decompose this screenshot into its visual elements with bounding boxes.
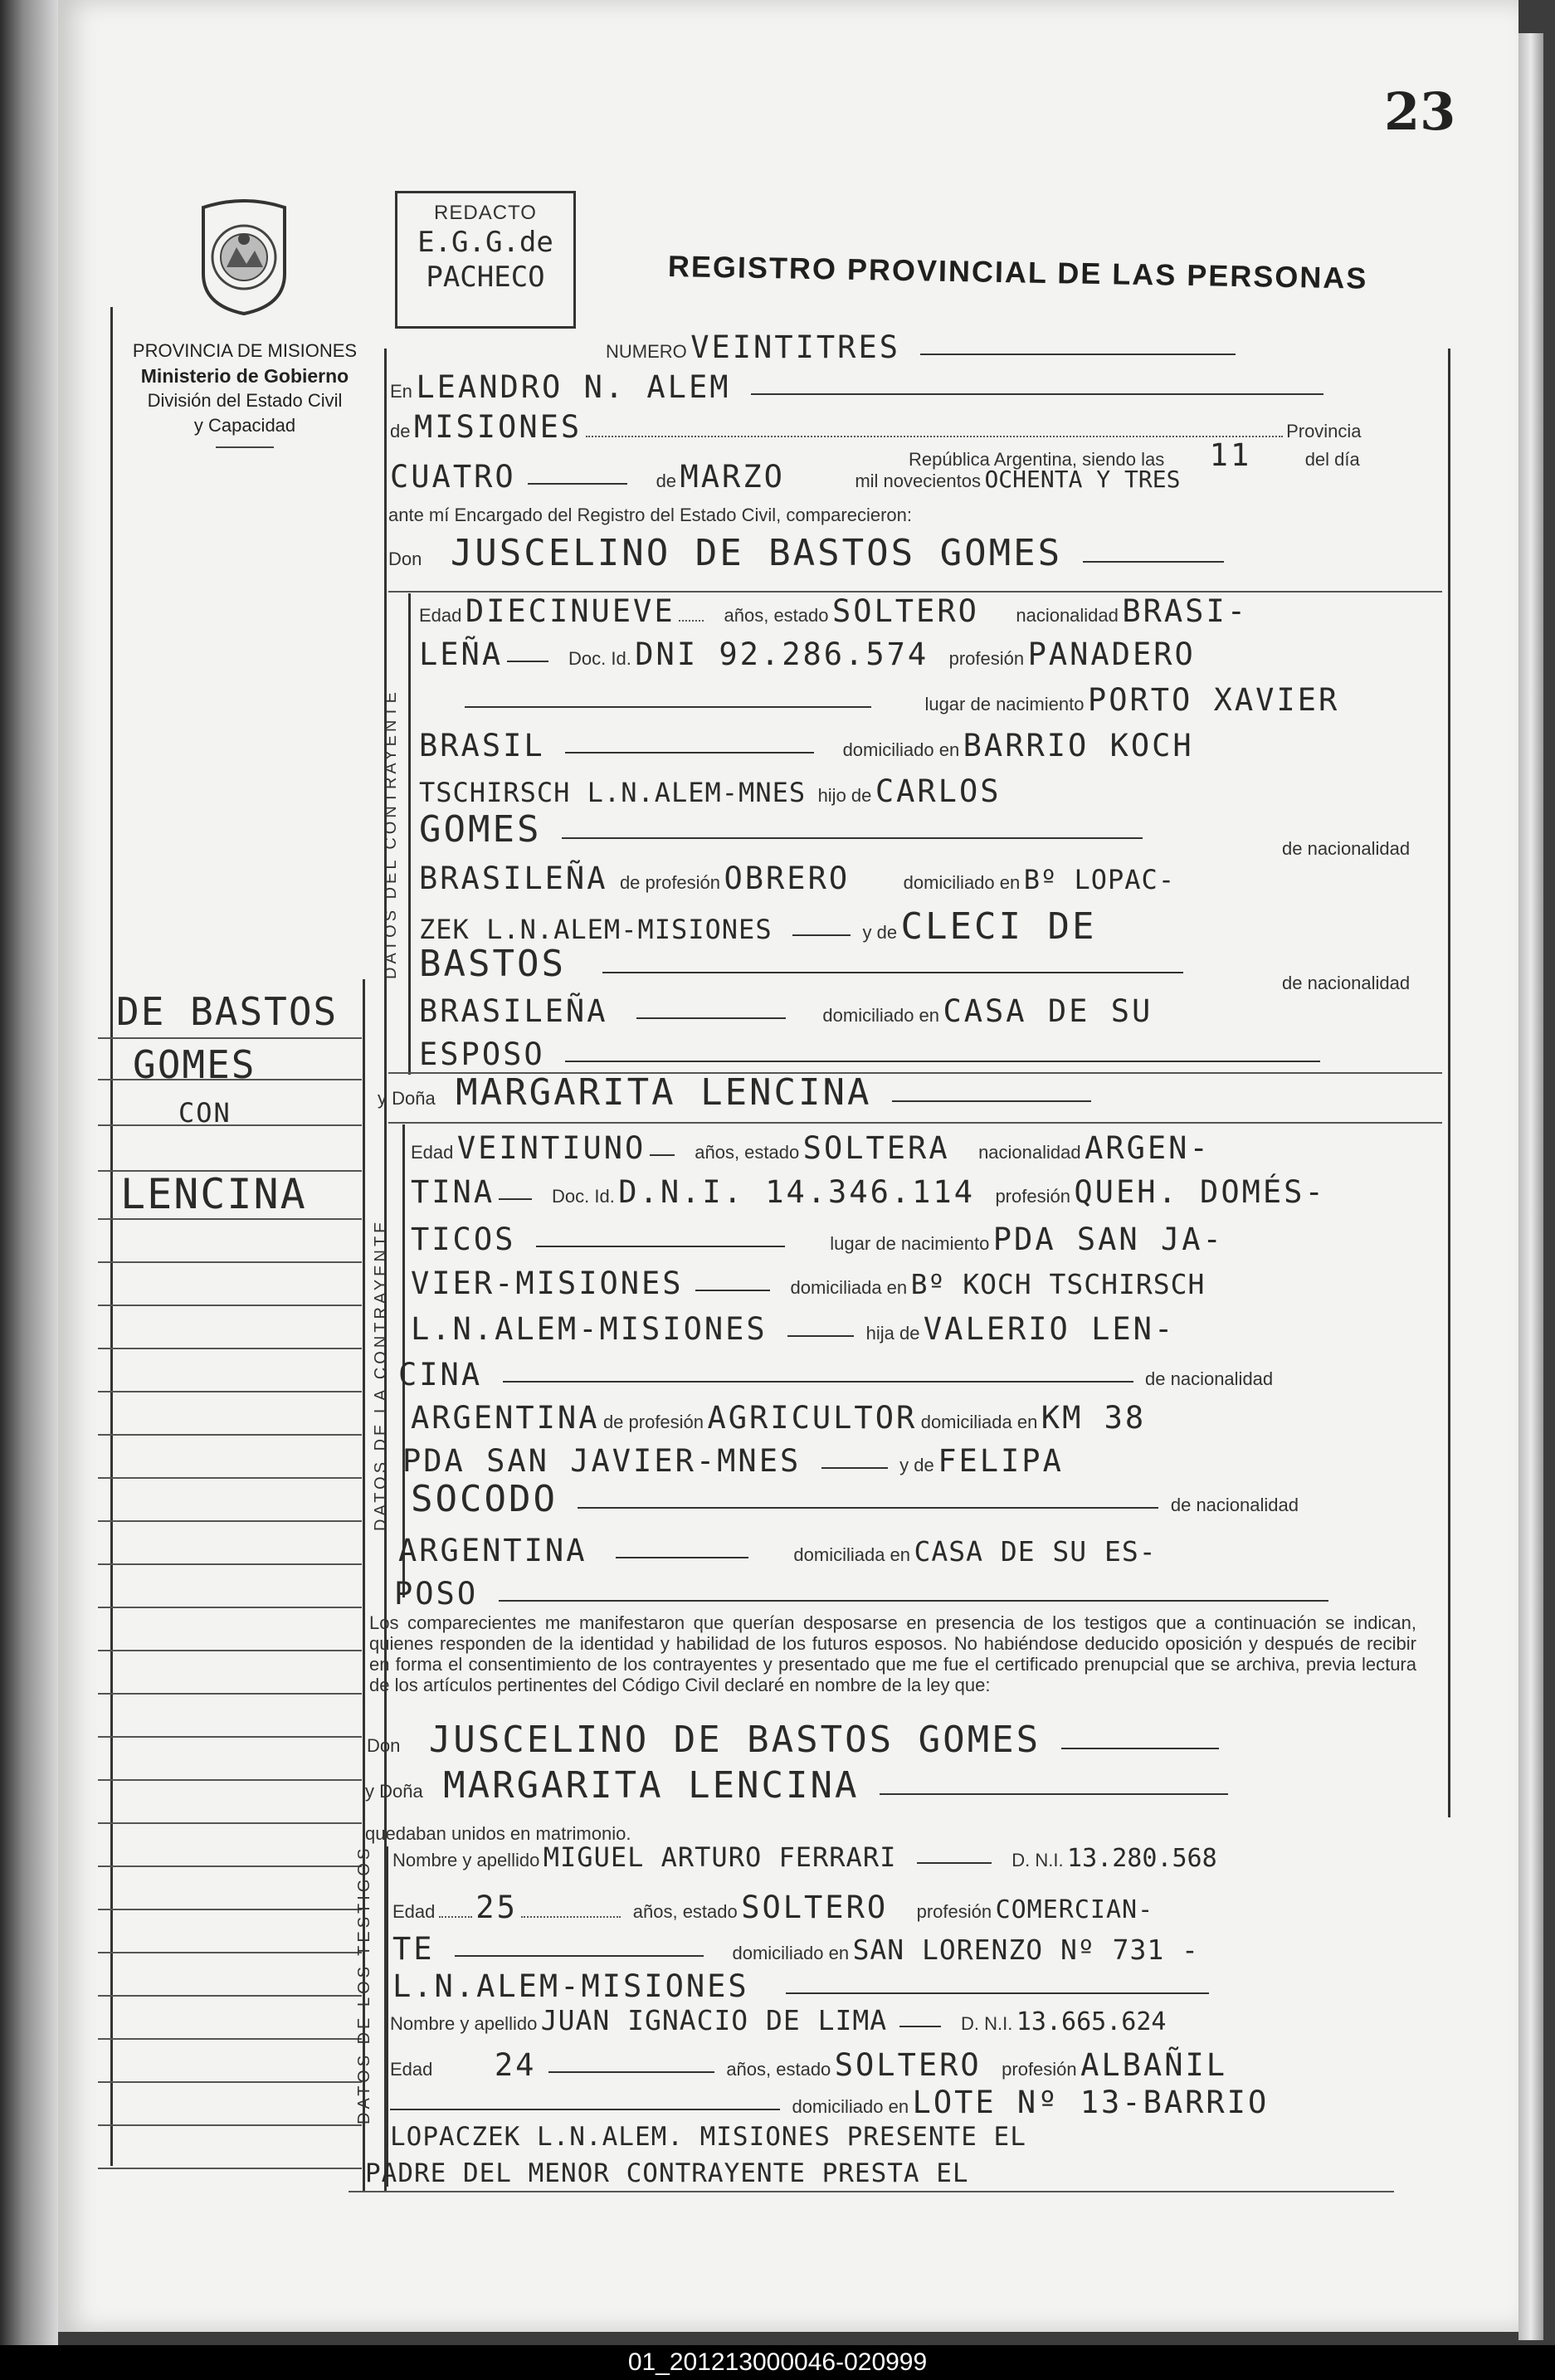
dona-label: y Doña: [378, 1088, 436, 1109]
t1-nombre: MIGUEL ARTURO FERRARI: [543, 1841, 897, 1873]
t2-edad-row: [390, 2047, 1228, 2083]
decl-don-label: Don: [367, 1735, 401, 1756]
f-edad-value: VEINTIUNO: [456, 1130, 646, 1166]
t1-profesion-label: profesión: [916, 1901, 992, 1922]
c-hijo-label: hijo de: [817, 785, 872, 806]
f-estado-label: años, estado: [695, 1142, 800, 1163]
issuer-divider: [216, 446, 274, 448]
anio-label: mil novecientos: [855, 471, 981, 491]
en-row: [390, 369, 1323, 405]
provincial-seal-icon: [195, 199, 293, 315]
t1-domiciliado-label: domiciliado en: [732, 1943, 850, 1963]
t2-nombre-label: Nombre y apellido: [390, 2013, 538, 2034]
c-y-de-label: y de: [862, 922, 898, 943]
hora-value: 11: [1209, 437, 1252, 473]
ante-label: ante mí Encargado del Registro del Estado Civil, comparecieron:: [388, 505, 912, 525]
t1-domicilio-1: SAN LORENZO Nº 731 -: [852, 1934, 1199, 1966]
t1-nombre-row: [392, 1841, 1217, 1873]
f-hija-label: hija de: [865, 1323, 920, 1344]
f-lugar-2: VIER-MISIONES: [411, 1266, 684, 1301]
c-lugar-row: [465, 682, 1340, 718]
t2-dni: 13.665.624: [1016, 2007, 1167, 2036]
del-dia-label: del día: [1304, 449, 1360, 470]
c-padre-prof-row: [419, 863, 1175, 894]
page-stack-edge: [1518, 33, 1543, 2340]
f-madre-domicilio-2: POSO: [394, 1576, 479, 1612]
provincia-label: Provincia: [1286, 421, 1362, 441]
c-madre-2-row: [419, 943, 1183, 985]
c-edad-row: [419, 593, 1248, 629]
f-domicilio-row: [411, 1268, 1205, 1299]
c-madre-dom-2-row: [419, 1036, 1320, 1072]
contrayente-rule: [408, 593, 411, 1075]
margin-name-line-4: LENCINA: [120, 1170, 307, 1218]
c-profesion-value: PANADERO: [1027, 636, 1196, 672]
f-padre-domicilio-2: PDA SAN JAVIER-MNES: [402, 1443, 802, 1479]
margin-name-line-3: CON: [178, 1097, 232, 1129]
c-padre-domicilio-1: Bº LOPAC-: [1023, 864, 1176, 895]
c-lugar-1: PORTO XAVIER: [1087, 682, 1340, 718]
f-madre-2-row: [411, 1478, 1299, 1520]
f-nacionalidad-1: ARGEN-: [1085, 1130, 1211, 1166]
contrayente-name: JUSCELINO DE BASTOS GOMES: [450, 532, 1063, 574]
c-nacionalidad-2: LEÑA: [419, 636, 504, 672]
declaration-paragraph: Los comparecientes me manifestaron que querían desposarse en presencia de los testigos que a continuación se indican, quienes responden de la identidad y habilidad de los futuros esposos. No habiéndose deducido oposición y después de recibir en forma el consentimiento de los contrayentes y presentado que me fue el certificado prenupcial que se archiva, previa lectura de los artículos pertinentes del Código Civil declaré en nombre de la ley que:: [369, 1612, 1416, 1695]
issuer-ministry: Ministerio de Gobierno: [140, 365, 349, 387]
redacto-line-2: PACHECO: [426, 261, 545, 294]
c-madre-domicilio-1: CASA DE SU: [943, 993, 1153, 1029]
c-domicilio-row: [419, 730, 1194, 761]
don-label: Don: [388, 549, 422, 569]
de-value: MISIONES: [413, 409, 583, 445]
t1-dni: 13.280.568: [1067, 1844, 1217, 1873]
f-lugar-row: [411, 1224, 1224, 1255]
decl-dona-row: [365, 1764, 1228, 1807]
issuer-heading: [116, 339, 373, 448]
t1-estado: SOLTERO: [741, 1890, 889, 1925]
issuer-division-1: División del Estado Civil: [147, 390, 343, 411]
c-estado-value: SOLTERO: [831, 593, 979, 629]
en-label: En: [390, 381, 412, 402]
f-y-de-label: y de: [899, 1455, 934, 1475]
anio-value: OCHENTA Y TRES: [984, 466, 1181, 493]
f-madre-nac-label: de nacionalidad: [1170, 1495, 1299, 1515]
c-madre-domicilio-2: ESPOSO: [419, 1036, 545, 1072]
contrayente-name-row: [388, 532, 1224, 574]
c-domicilio-2: TSCHIRSCH L.N.ALEM-MNES: [419, 777, 807, 808]
f-nacionalidad-2: TINA: [411, 1174, 495, 1210]
t2-domiciliado-label: domiciliado en: [792, 2096, 909, 2117]
f-madre-domicilio-1: CASA DE SU ES-: [914, 1535, 1157, 1568]
page-number: 23: [1384, 81, 1456, 142]
t1-estado-label: años, estado: [632, 1901, 738, 1922]
t-nota-2-row: [365, 2158, 969, 2188]
decl-dona-label: y Doña: [365, 1781, 423, 1802]
f-padre-nacionalidad: ARGENTINA: [411, 1400, 600, 1436]
dia-value: CUATRO: [390, 459, 516, 495]
f-padre-domicilio-1: KM 38: [1041, 1400, 1147, 1436]
t2-estado: SOLTERO: [834, 2047, 982, 2083]
f-profesion-label: profesión: [995, 1186, 1070, 1207]
numero-value: VEINTITRES: [690, 329, 900, 365]
f-domicilio-1: Bº KOCH TSCHIRSCH: [910, 1268, 1206, 1300]
c-madre-1: CLECI DE: [900, 905, 1097, 948]
t2-edad-label: Edad: [390, 2059, 433, 2080]
t2-domicilio: LOTE Nº 13-BARRIO: [912, 2085, 1270, 2120]
margin-left-rule: [110, 307, 113, 2166]
f-madre-dom-label: domiciliada en: [793, 1544, 911, 1565]
c-lugar-2: BRASIL: [419, 728, 545, 763]
t1-domicilio-row: [392, 1931, 1199, 1967]
f-domiciliada-label: domiciliada en: [790, 1277, 908, 1298]
c-madre-2: BASTOS: [419, 943, 566, 985]
c-edad-label: Edad: [419, 605, 462, 626]
c-nacionalidad-label: nacionalidad: [1016, 605, 1119, 626]
decl-cierre: quedaban unidos en matrimonio.: [365, 1823, 631, 1844]
c-madre-dom-row: [419, 993, 1153, 1029]
c-madre-nac-label-row: [1282, 973, 1410, 994]
margin-name-line-1: DE BASTOS: [116, 989, 339, 1034]
c-padre-1: CARLOS: [875, 773, 1002, 809]
f-padre-1: VALERIO LEN-: [923, 1311, 1176, 1347]
t2-nombre: JUAN IGNACIO DE LIMA: [540, 2004, 888, 2036]
f-edad-row: [411, 1130, 1211, 1166]
f-padre-2: CINA: [398, 1357, 483, 1392]
numero-label: NUMERO: [606, 341, 687, 362]
contrayenta-section-label: DATOS DE LA CONTRAYENTE: [372, 1218, 390, 1531]
decl-don-row: [367, 1719, 1219, 1761]
footer-caption: 01_201213000046-020999: [0, 2345, 1555, 2380]
c-estado-label: años, estado: [724, 605, 829, 626]
t2-edad: 24: [494, 2047, 537, 2083]
c-doc-value: DNI 92.286.574: [635, 636, 929, 672]
f-estado-value: SOLTERA: [802, 1130, 950, 1166]
c-padre-2: GOMES: [419, 808, 542, 851]
issuer-province: PROVINCIA DE MISIONES: [132, 340, 358, 361]
c-padre-nacionalidad: BRASILEÑA: [419, 861, 608, 896]
t1-edad-label: Edad: [392, 1901, 436, 1922]
f-madre-2: SOCODO: [411, 1478, 558, 1520]
register-title: REGISTRO PROVINCIAL DE LAS PERSONAS: [667, 249, 1368, 295]
f-lugar-label: lugar de nacimiento: [830, 1233, 990, 1254]
t1-nombre-label: Nombre y apellido: [392, 1850, 540, 1870]
mes-value: MARZO: [680, 459, 785, 495]
t1-domicilio-2-row: [392, 1968, 1209, 2004]
c-domicilio-1: BARRIO KOCH: [963, 728, 1194, 763]
t-nota-1: LOPACZEK L.N.ALEM. MISIONES PRESENTE EL: [390, 2122, 1026, 2152]
c-doc-label: Doc. Id.: [568, 648, 631, 669]
f-doc-value: D.N.I. 14.346.114: [618, 1174, 975, 1210]
book-binding-left: [0, 0, 58, 2348]
f-padre-row: [398, 1359, 1273, 1390]
f-madre-1: FELIPA: [938, 1443, 1064, 1479]
testigos-section-label: DATOS DE LOS TESTIGOS: [355, 1845, 373, 2124]
c-lugar-label: lugar de nacimiento: [924, 694, 1085, 714]
redacto-label: REDACTO: [434, 202, 537, 224]
c-padre-nac-label-row: [1282, 838, 1410, 860]
redacto-line-1: E.G.G.de: [417, 226, 553, 259]
c-madre-dom-label: domiciliado en: [822, 1005, 940, 1026]
f-padre-dom-label: domiciliada en: [920, 1412, 1038, 1432]
f-lugar-1: PDA SAN JA-: [992, 1222, 1224, 1257]
f-padre-nac-label: de nacionalidad: [1145, 1368, 1274, 1389]
t2-profesion-label: profesión: [1002, 2059, 1077, 2080]
c-hijo-row: [419, 773, 1002, 809]
f-padre-profesion: AGRICULTOR: [707, 1400, 918, 1436]
t2-dni-label: D. N.I.: [961, 2013, 1013, 2034]
contrayenta-name-row: [378, 1071, 1091, 1114]
c-padre-nac-label: de nacionalidad: [1282, 838, 1411, 859]
f-padre-prof-row: [411, 1400, 1147, 1436]
t1-edad: 25: [475, 1890, 518, 1925]
c-nacionalidad-1: BRASI-: [1122, 593, 1248, 629]
de-label: de: [390, 421, 411, 441]
f-domicilio-2: L.N.ALEM-MISIONES: [411, 1311, 768, 1347]
redacto-stamp: [395, 191, 576, 329]
c-profesion-label: profesión: [948, 648, 1025, 669]
republica-label: República Argentina, siendo las: [909, 449, 1165, 470]
mes-label: de: [656, 471, 677, 491]
c-madre-row: [419, 905, 1097, 948]
t2-profesion: ALBAÑIL: [1080, 2047, 1228, 2083]
t2-estado-label: años, estado: [726, 2059, 831, 2080]
t2-domicilio-row: [390, 2087, 1269, 2118]
c-madre-nac-label: de nacionalidad: [1282, 973, 1411, 993]
margin-name-line-2: GOMES: [133, 1042, 256, 1087]
c-padre-dom-label: domiciliado en: [903, 872, 1021, 893]
c-edad-value: DIECINUEVE: [465, 593, 675, 629]
issuer-division-2: y Capacidad: [193, 415, 296, 436]
contrayenta-name: MARGARITA LENCINA: [456, 1071, 872, 1114]
t-nota-1-row: [390, 2124, 1026, 2150]
contrayente-section-label: DATOS DEL CONTRAYENTE: [382, 689, 400, 979]
t1-profesion-2: TE: [392, 1931, 435, 1967]
f-madre-row: [402, 1443, 1064, 1479]
t1-dni-label: D. N.I.: [1011, 1850, 1064, 1870]
testigos-rule: [386, 1846, 388, 2187]
ante-row: [388, 505, 912, 526]
decl-dona-value: MARGARITA LENCINA: [443, 1764, 860, 1807]
t-nota-2: PADRE DEL MENOR CONTRAYENTE PRESTA EL: [365, 2158, 969, 2188]
decl-don-value: JUSCELINO DE BASTOS GOMES: [428, 1719, 1041, 1761]
f-edad-label: Edad: [411, 1142, 454, 1163]
f-madre-dom-row: [398, 1535, 1157, 1566]
c-padre-profesion: OBRERO: [724, 861, 851, 896]
f-hija-row: [411, 1311, 1176, 1347]
f-profesion-2: TICOS: [411, 1222, 516, 1257]
c-domiciliado-label: domiciliado en: [842, 739, 960, 760]
t1-profesion-1: COMERCIAN-: [995, 1895, 1154, 1924]
form-right-rule: [1448, 349, 1450, 1817]
c-padre-row: [419, 808, 1143, 851]
t1-edad-row: [392, 1892, 1153, 1923]
f-doc-label: Doc. Id.: [552, 1186, 615, 1207]
c-padre-domicilio-2: ZEK L.N.ALEM-MISIONES: [419, 914, 773, 945]
t1-domicilio-2: L.N.ALEM-MISIONES: [392, 1968, 749, 2004]
f-padre-prof-label: de profesión: [602, 1412, 704, 1432]
f-doc-row: [411, 1174, 1326, 1210]
numero-row: [606, 329, 1236, 365]
f-profesion-1: QUEH. DOMÉS-: [1074, 1174, 1326, 1210]
c-madre-nacionalidad: BRASILEÑA: [419, 993, 608, 1029]
c-padre-prof-label: de profesión: [619, 872, 721, 893]
en-value: LEANDRO N. ALEM: [416, 369, 731, 405]
f-madre-dom-2-row: [394, 1576, 1328, 1612]
c-doc-row: [419, 636, 1196, 672]
f-madre-nacionalidad: ARGENTINA: [398, 1533, 587, 1568]
f-nacionalidad-label: nacionalidad: [978, 1142, 1081, 1163]
t2-nombre-row: [390, 2004, 1167, 2036]
